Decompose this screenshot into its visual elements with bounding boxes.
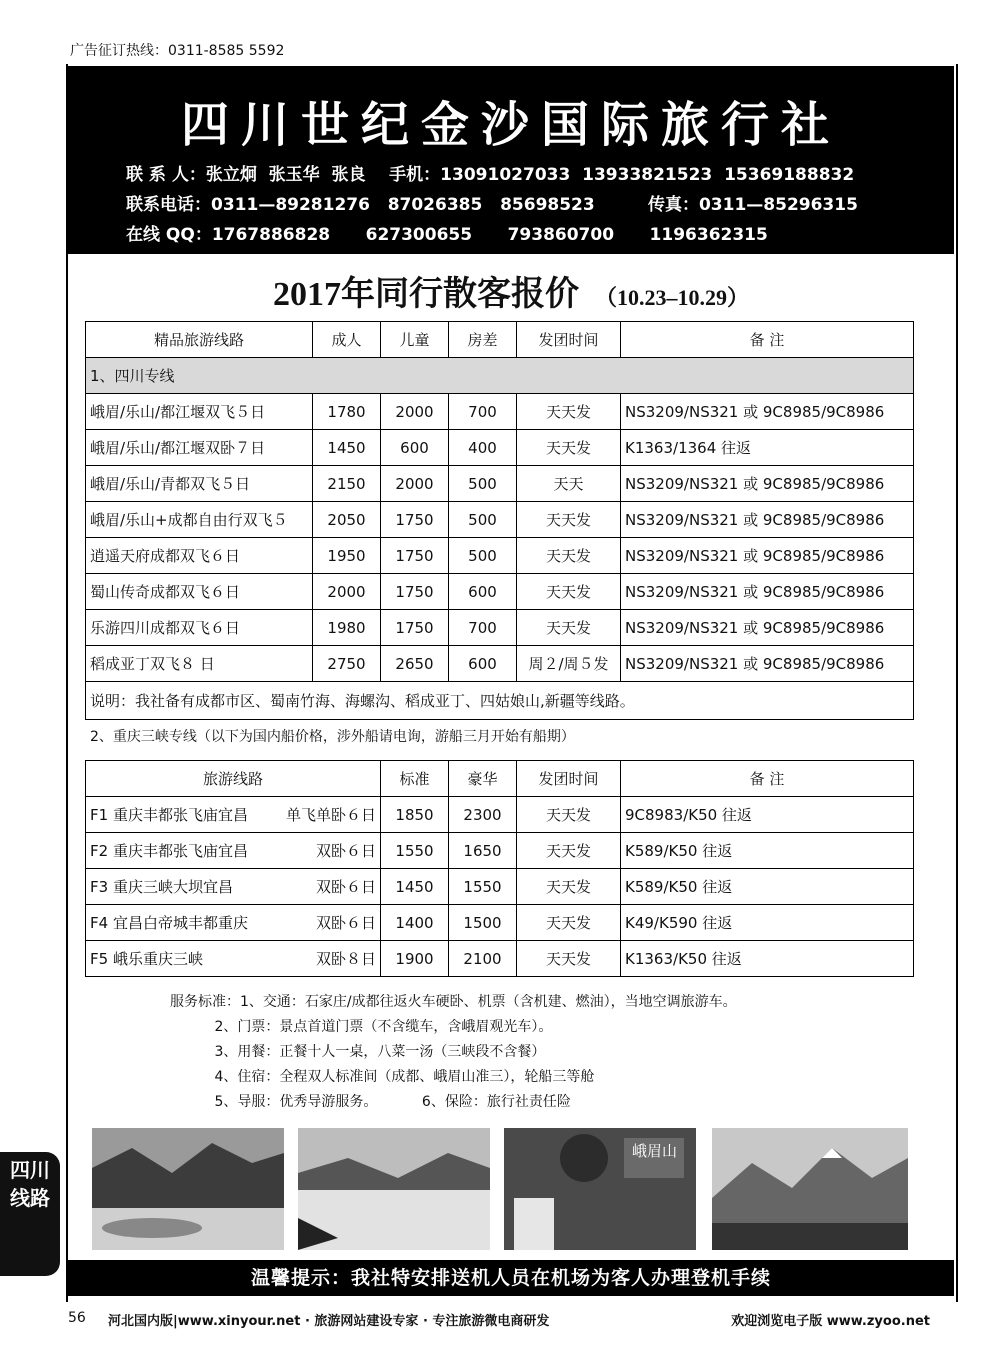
remark: K589/K50 往返 — [621, 869, 914, 905]
remark: NS3209/NS321 或 9C8985/9C8986 — [621, 610, 914, 646]
luxury-price: 2300 — [449, 797, 517, 833]
route-cell: 峨眉/乐山/青都双飞５日 — [86, 466, 313, 502]
child-price: 1750 — [381, 610, 449, 646]
price-title-main: 2017年同行散客报价 — [272, 276, 579, 313]
table-row — [86, 430, 914, 466]
table-row — [86, 502, 914, 538]
route-name: F2 重庆丰都张飞庙宜昌 — [90, 842, 248, 860]
table-row — [86, 833, 914, 869]
table-row — [86, 905, 914, 941]
column-header: 旅游线路 — [86, 761, 381, 797]
contact-phones: 联系电话：0311—89281276 87026385 85698523 传真：0311—85296315 — [126, 195, 858, 215]
departure: 天天 — [517, 466, 621, 502]
table-header-row — [86, 761, 914, 797]
agency-name: 四川世纪金沙国际旅行社 — [180, 97, 841, 153]
route-type: 单飞单卧６日 — [285, 806, 376, 824]
route-cell — [86, 941, 381, 977]
route-type: 双卧６日 — [315, 842, 376, 860]
standard-price: 1850 — [381, 797, 449, 833]
luxury-price: 1500 — [449, 905, 517, 941]
child-price: 2000 — [381, 466, 449, 502]
column-header: 备 注 — [621, 322, 914, 358]
section-2-title: 2、重庆三峡专线（以下为国内船价格，涉外船请电询，游船三月开始有船期） — [90, 729, 575, 745]
table-row — [86, 797, 914, 833]
room-diff: 700 — [449, 610, 517, 646]
adult-price: 2750 — [313, 646, 381, 682]
table-note: 说明：我社备有成都市区、蜀南竹海、海螺沟、稻成亚丁、四姑娘山,新疆等线路。 — [86, 682, 914, 720]
column-header: 房差 — [449, 322, 517, 358]
route-name: F3 重庆三峡大坝宜昌 — [90, 878, 233, 896]
departure: 天天发 — [517, 797, 621, 833]
column-header: 发团时间 — [517, 761, 621, 797]
route-name: F1 重庆丰都张飞庙宜昌 — [90, 806, 248, 824]
route-cell: 峨眉/乐山+成都自由行双飞５ — [86, 502, 313, 538]
remark: NS3209/NS321 或 9C8985/9C8986 — [621, 538, 914, 574]
side-tab-line: 四川 — [10, 1158, 50, 1182]
child-price: 1750 — [381, 538, 449, 574]
luxury-price: 1550 — [449, 869, 517, 905]
lake-reflection-photo — [298, 1128, 490, 1250]
photo-strip — [92, 1128, 908, 1250]
departure: 天天发 — [517, 394, 621, 430]
route-type: 双卧６日 — [315, 878, 376, 896]
departure: 天天发 — [517, 574, 621, 610]
table-row — [86, 574, 914, 610]
child-price: 1750 — [381, 574, 449, 610]
route-cell: 峨眉/乐山/都江堰双卧７日 — [86, 430, 313, 466]
remark: NS3209/NS321 或 9C8985/9C8986 — [621, 466, 914, 502]
service-item: 4、住宿：全程双人标准间（成都、峨眉山准三），轮船三等舱 — [170, 1069, 595, 1085]
tip-bar: 温馨提示：我社特安排送机人员在机场为客人办理登机手续 — [68, 1260, 954, 1296]
table-header-row — [86, 322, 914, 358]
adult-price: 2000 — [313, 574, 381, 610]
adult-price: 1950 — [313, 538, 381, 574]
room-diff: 600 — [449, 646, 517, 682]
departure: 天天发 — [517, 833, 621, 869]
page-number: 56 — [68, 1310, 86, 1326]
snow-mountain-photo — [712, 1128, 908, 1250]
departure: 天天发 — [517, 905, 621, 941]
service-standards — [170, 990, 737, 1115]
room-diff: 500 — [449, 538, 517, 574]
footer-left-text: 河北国内版|www.xinyour.net · 旅游网站建设专家 · 专注旅游微电商研发 — [108, 1314, 550, 1329]
departure: 天天发 — [517, 941, 621, 977]
route-cell — [86, 797, 381, 833]
side-tab-line: 线路 — [10, 1186, 50, 1210]
adult-price: 1980 — [313, 610, 381, 646]
room-diff: 500 — [449, 466, 517, 502]
sichuan-price-table — [85, 321, 914, 720]
contact-persons: 联 系 人：张立炯 张玉华 张良 手机：13091027033 13933821523 15369188832 — [126, 165, 855, 185]
route-name: F4 宜昌白帝城丰都重庆 — [90, 914, 248, 932]
emei-mountain-photo — [504, 1128, 696, 1250]
contact-qq: 在线 QQ：1767886828 627300655 793860700 1196362315 — [126, 225, 768, 245]
header-banner — [68, 66, 954, 254]
table-row — [86, 941, 914, 977]
column-header: 成人 — [313, 322, 381, 358]
column-header: 豪华 — [449, 761, 517, 797]
remark: NS3209/NS321 或 9C8985/9C8986 — [621, 502, 914, 538]
table-row — [86, 869, 914, 905]
remark: NS3209/NS321 或 9C8985/9C8986 — [621, 646, 914, 682]
child-price: 1750 — [381, 502, 449, 538]
service-item: 5、导服：优秀导游服务。 6、保险：旅行社责任险 — [170, 1094, 571, 1110]
table-row — [86, 610, 914, 646]
remark: K49/K590 往返 — [621, 905, 914, 941]
emei-caption: 峨眉山 — [632, 1142, 678, 1160]
adult-price: 1450 — [313, 430, 381, 466]
column-header: 备 注 — [621, 761, 914, 797]
standard-price: 1550 — [381, 833, 449, 869]
standard-price: 1400 — [381, 905, 449, 941]
child-price: 2000 — [381, 394, 449, 430]
remark: K1363/1364 往返 — [621, 430, 914, 466]
departure: 天天发 — [517, 430, 621, 466]
departure: 天天发 — [517, 610, 621, 646]
service-item: 服务标准：1、交通：石家庄/成都往返火车硬卧、机票（含机建、燃油），当地空调旅游车。 — [170, 994, 737, 1010]
remark: K1363/K50 往返 — [621, 941, 914, 977]
service-item: 3、用餐：正餐十人一桌，八菜一汤（三峡段不含餐） — [170, 1044, 546, 1060]
departure: 天天发 — [517, 502, 621, 538]
column-header: 标准 — [381, 761, 449, 797]
table-row — [86, 646, 914, 682]
route-cell — [86, 905, 381, 941]
remark: K589/K50 往返 — [621, 833, 914, 869]
adult-price: 2050 — [313, 502, 381, 538]
route-cell: 稻成亚丁双飞８ 日 — [86, 646, 313, 682]
ad-hotline: 广告征订热线：0311-8585 5592 — [70, 43, 285, 59]
column-header: 发团时间 — [517, 322, 621, 358]
three-gorges-price-table — [85, 760, 914, 977]
route-name: F5 峨乐重庆三峡 — [90, 950, 203, 968]
route-cell: 蜀山传奇成都双飞６日 — [86, 574, 313, 610]
route-type: 双卧６日 — [315, 914, 376, 932]
child-price: 2650 — [381, 646, 449, 682]
route-cell — [86, 833, 381, 869]
remark: NS3209/NS321 或 9C8985/9C8986 — [621, 394, 914, 430]
standard-price: 1450 — [381, 869, 449, 905]
remark: NS3209/NS321 或 9C8985/9C8986 — [621, 574, 914, 610]
room-diff: 500 — [449, 502, 517, 538]
section-label: 1、四川专线 — [86, 358, 914, 394]
route-cell: 逍遥天府成都双飞６日 — [86, 538, 313, 574]
section-row — [86, 358, 914, 394]
note-row — [86, 682, 914, 720]
route-cell: 乐游四川成都双飞６日 — [86, 610, 313, 646]
route-cell — [86, 869, 381, 905]
room-diff: 700 — [449, 394, 517, 430]
footer-right-text: 欢迎浏览电子版 www.zyoo.net — [731, 1314, 930, 1329]
table-row — [86, 466, 914, 502]
remark: 9C8983/K50 往返 — [621, 797, 914, 833]
departure: 天天发 — [517, 538, 621, 574]
column-header: 精品旅游线路 — [86, 322, 313, 358]
departure: 周２/周５发 — [517, 646, 621, 682]
price-title-period: （10.23–10.29） — [594, 285, 749, 310]
room-diff: 600 — [449, 574, 517, 610]
adult-price: 1780 — [313, 394, 381, 430]
sichuan-routes-tab — [0, 1152, 60, 1276]
luxury-price: 2100 — [449, 941, 517, 977]
route-type: 双卧８日 — [315, 950, 376, 968]
service-item: 2、门票：景点首道门票（不含缆车，含峨眉观光车）。 — [170, 1019, 553, 1035]
child-price: 600 — [381, 430, 449, 466]
departure: 天天发 — [517, 869, 621, 905]
adult-price: 2150 — [313, 466, 381, 502]
column-header: 儿童 — [381, 322, 449, 358]
table-row — [86, 394, 914, 430]
luxury-price: 1650 — [449, 833, 517, 869]
standard-price: 1900 — [381, 941, 449, 977]
room-diff: 400 — [449, 430, 517, 466]
price-title — [68, 266, 954, 315]
jiuzhai-lake-photo — [92, 1128, 284, 1250]
table-row — [86, 538, 914, 574]
route-cell: 峨眉/乐山/都江堰双飞５日 — [86, 394, 313, 430]
